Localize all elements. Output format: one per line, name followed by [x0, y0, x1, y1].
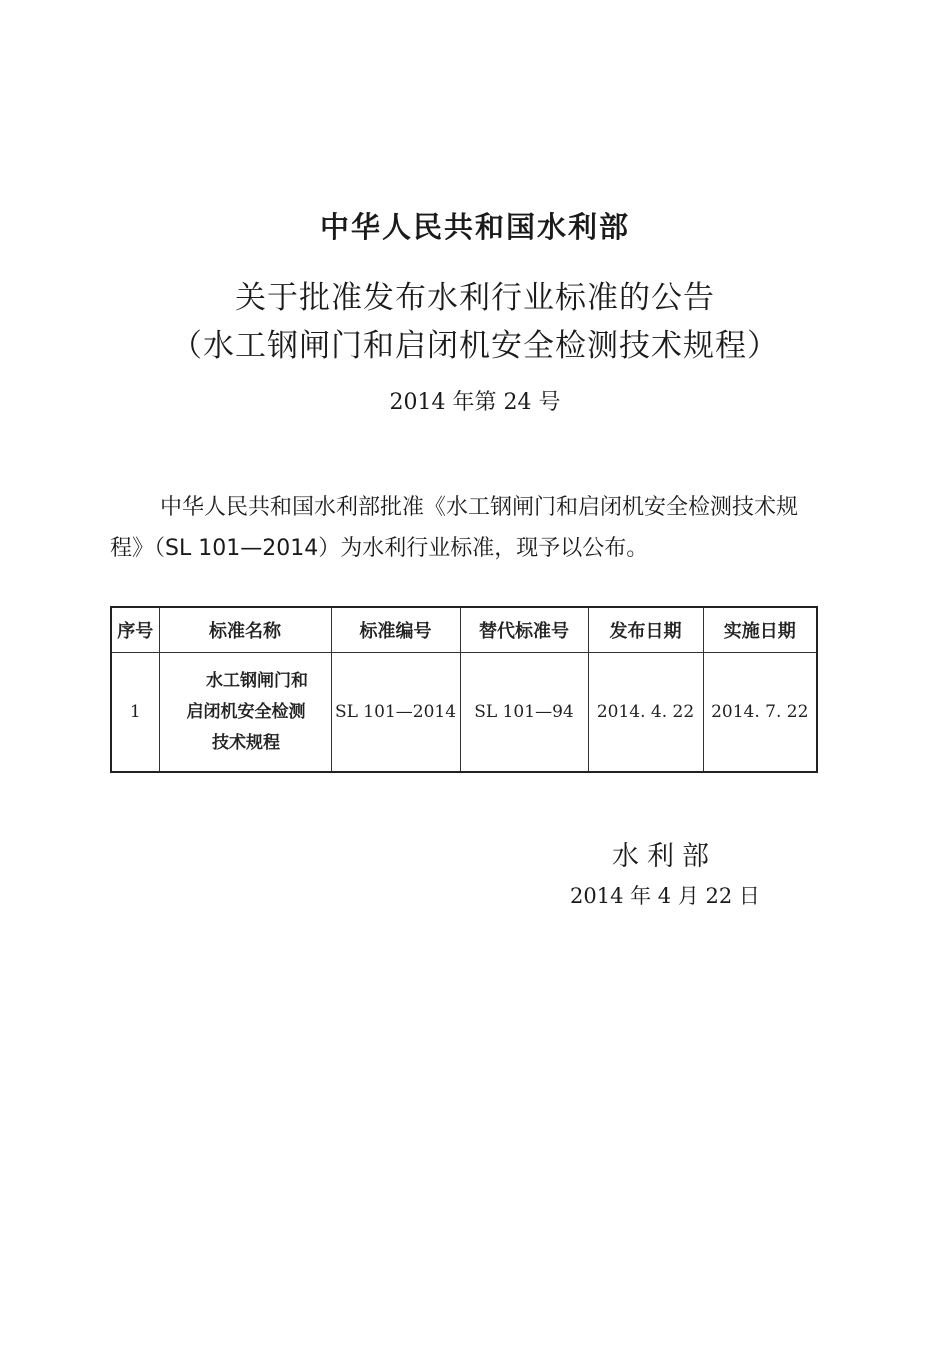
header-publish-date: 发布日期: [588, 607, 703, 653]
header-code: 标准编号: [331, 607, 460, 653]
body-paragraph: [110, 487, 820, 569]
standards-table: [110, 606, 818, 773]
cell-name-line: 水工钢闸门和: [206, 670, 308, 691]
header-effective-date: 实施日期: [703, 607, 817, 653]
cell-publish-date: 2014. 4. 22: [588, 653, 703, 773]
signature-organization: 水利部: [612, 841, 717, 872]
cell-name: [159, 653, 331, 773]
header-replaces: 替代标准号: [460, 607, 588, 653]
table-header-row: [111, 607, 817, 653]
signature-date: 2014 年 4 月 22 日: [570, 884, 760, 908]
cell-name-line: 技术规程: [212, 732, 280, 753]
issuer-heading: 中华人民共和国水利部: [319, 210, 630, 244]
table-row: [111, 653, 817, 773]
cell-effective-date: 2014. 7. 22: [703, 653, 817, 773]
announcement-title: 关于批准发布水利行业标准的公告: [235, 280, 715, 316]
cell-name-line: 启闭机安全检测: [186, 701, 306, 722]
header-no: 序号: [111, 607, 159, 653]
header-name: 标准名称: [159, 607, 331, 653]
body-text: 中华人民共和国水利部批准《水工钢闸门和启闭机安全检测技术规程》（SL 101—2014）为水利行业标准，现予以公布。: [110, 495, 799, 561]
cell-no: 1: [111, 653, 159, 773]
document-number: 2014 年第 24 号: [389, 390, 561, 415]
cell-code: SL 101—2014: [331, 653, 460, 773]
cell-replaces: SL 101—94: [460, 653, 588, 773]
standard-title: （水工钢闸门和启闭机安全检测技术规程）: [171, 328, 779, 364]
